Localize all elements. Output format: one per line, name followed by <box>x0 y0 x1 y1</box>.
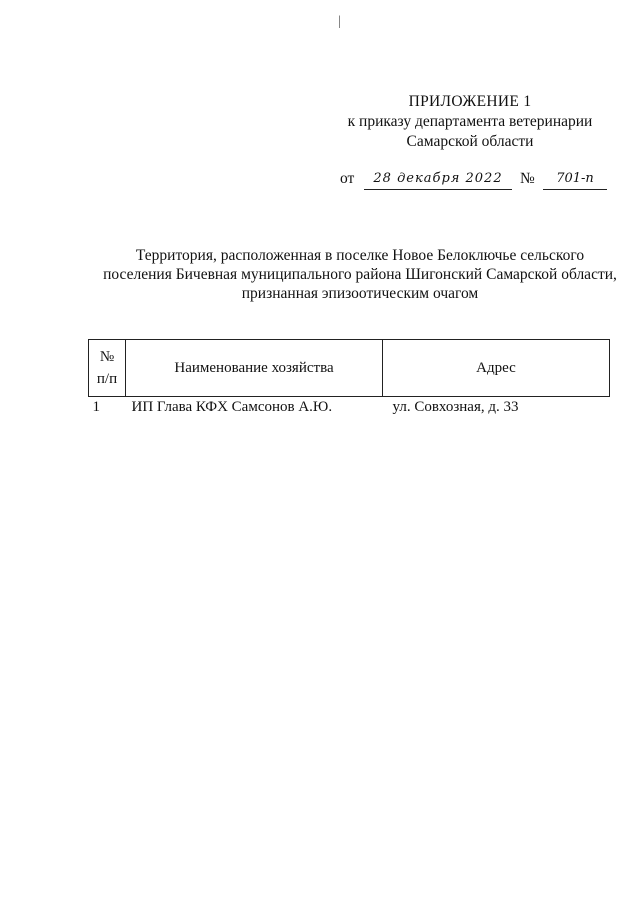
row-number: 1 <box>92 399 100 415</box>
appendix-region: Самарской области <box>406 133 534 150</box>
order-date-underline <box>364 189 512 190</box>
row-farm-name: ИП Глава КФХ Самсонов А.Ю. <box>131 399 333 415</box>
title-line-3: признанная эпизоотическим очагом <box>241 285 479 302</box>
title-line-1: Территория, расположенная в поселке Новое Белоключье сельского <box>135 247 585 264</box>
header-number <box>89 340 126 397</box>
row-address: ул. Совхозная, д. 33 <box>392 399 519 415</box>
order-number-underline <box>543 189 607 190</box>
table-header-row <box>89 340 610 397</box>
header-number-line-2: п/п <box>96 371 118 387</box>
title-line-2: поселения Бичевная муниципального района Шигонский Самарской области, <box>103 266 617 283</box>
order-date-prefix: от <box>340 170 355 187</box>
order-number-sign: № <box>520 170 535 187</box>
order-date-handwritten: 28 декабря 2022 <box>373 171 503 186</box>
header-number-line-1: № <box>99 349 115 365</box>
appendix-reference: к приказу департамента ветеринарии <box>347 113 593 130</box>
appendix-block <box>330 92 610 152</box>
appendix-heading: ПРИЛОЖЕНИЕ 1 <box>408 93 532 110</box>
document-title <box>100 246 620 303</box>
table-row <box>89 397 610 420</box>
header-farm-name: Наименование хозяйства <box>126 340 383 397</box>
order-line <box>340 170 610 192</box>
farms-table <box>88 339 610 419</box>
order-number-handwritten: 701-п <box>556 171 594 186</box>
scan-mark: | <box>338 14 341 29</box>
header-address: Адрес <box>383 340 610 397</box>
